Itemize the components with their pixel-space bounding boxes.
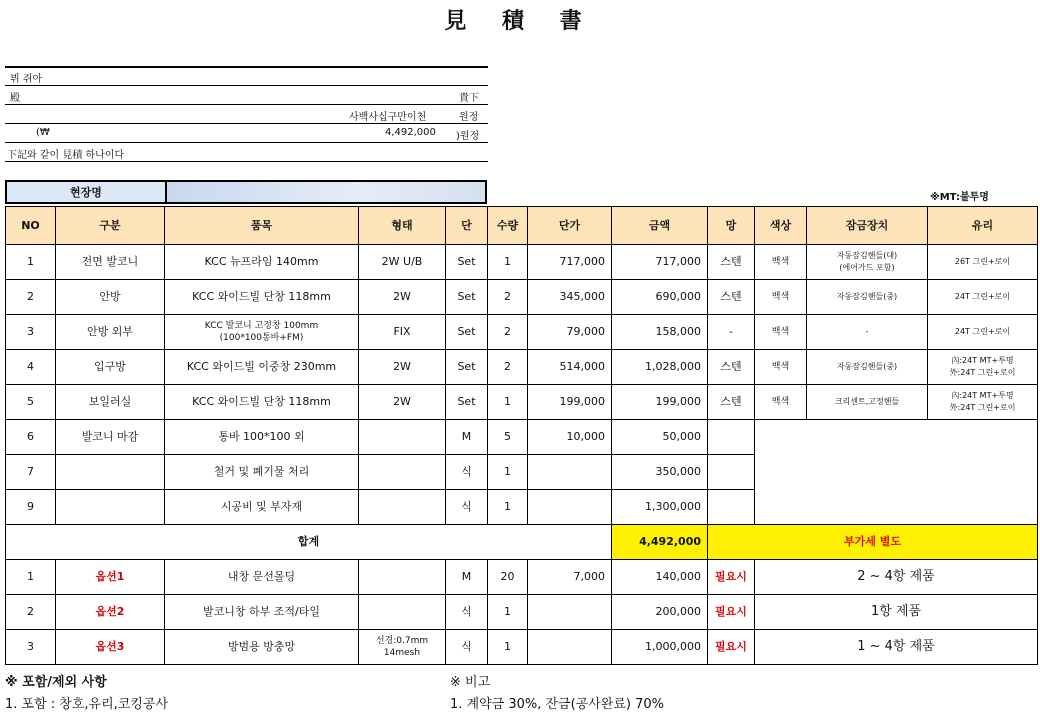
- cell-no: 1: [6, 560, 56, 595]
- amount-suffix: )원정: [456, 131, 480, 142]
- recipient-honorific: 貴下: [459, 93, 479, 104]
- cell-unit: Set: [446, 385, 488, 420]
- cell-no: 1: [6, 245, 56, 280]
- cell-lock: 크리센트,고정핸들: [807, 385, 928, 420]
- table-row: [6, 385, 1038, 420]
- cell-no: 9: [6, 490, 56, 525]
- cell-amount: 690,000: [612, 280, 708, 315]
- cell-qty: 1: [488, 490, 528, 525]
- cell-blank: [755, 420, 1038, 455]
- col-header-color: 색상: [755, 207, 807, 245]
- cell-glass: 26T 그린+로이: [928, 245, 1038, 280]
- cell-qty: 1: [488, 245, 528, 280]
- cell-qty: 1: [488, 455, 528, 490]
- cell-category: 입구방: [56, 350, 165, 385]
- cell-form: [359, 420, 446, 455]
- cell-form: 2W U/B: [359, 245, 446, 280]
- cell-form: 2W: [359, 385, 446, 420]
- cell-item: 철거 및 폐기물 처리: [165, 455, 359, 490]
- cell-amount: 717,000: [612, 245, 708, 280]
- cell-mesh: [708, 490, 755, 525]
- table-header-row: [6, 207, 1038, 245]
- cell-color: 백색: [755, 245, 807, 280]
- cell-unit: M: [446, 560, 488, 595]
- cell-lock: -: [807, 315, 928, 350]
- cell-item: KCC 발코니 고정창 100mm (100*100통바+FM): [165, 315, 359, 350]
- cell-category: 안방: [56, 280, 165, 315]
- cell-amount: 140,000: [612, 560, 708, 595]
- cell-category: [56, 455, 165, 490]
- cell-no: 7: [6, 455, 56, 490]
- cell-qty: 1: [488, 630, 528, 665]
- cell-option-note: 1 ~ 4항 제품: [755, 630, 1038, 665]
- cell-unit: 식: [446, 455, 488, 490]
- cell-amount: 199,000: [612, 385, 708, 420]
- cell-item: 시공비 및 부자재: [165, 490, 359, 525]
- cell-form: 2W: [359, 280, 446, 315]
- total-amount: 4,492,000: [612, 525, 708, 560]
- cell-unit: 식: [446, 630, 488, 665]
- cell-mesh: 스텐: [708, 385, 755, 420]
- cell-item: KCC 와이드빌 단창 118mm: [165, 385, 359, 420]
- col-header-category: 구분: [56, 207, 165, 245]
- cell-unit-price: [528, 455, 612, 490]
- col-header-unit: 단: [446, 207, 488, 245]
- cell-unit: 식: [446, 490, 488, 525]
- remarks-line: 1. 계약금 30%, 잔금(공사완료) 70%: [450, 697, 665, 712]
- cell-unit-price: 10,000: [528, 420, 612, 455]
- cell-amount: 200,000: [612, 595, 708, 630]
- inclusions-line: 1. 포함 : 창호,유리,코킹공사: [5, 697, 169, 712]
- cell-unit: Set: [446, 245, 488, 280]
- cell-amount: 1,000,000: [612, 630, 708, 665]
- table-row: [6, 280, 1038, 315]
- cell-unit-price: [528, 490, 612, 525]
- cell-unit-price: 79,000: [528, 315, 612, 350]
- cell-lock: 자동잠김핸들(중): [807, 350, 928, 385]
- vat-note: 부가세 별도: [708, 525, 1038, 560]
- site-name-label: 현장명: [7, 182, 167, 202]
- cell-category: 보일러실: [56, 385, 165, 420]
- cell-item: 발코니창 하부 조적/타일: [165, 595, 359, 630]
- recipient-honorific-left: 殿: [10, 93, 20, 104]
- option-row: [6, 595, 1038, 630]
- cell-unit: 식: [446, 595, 488, 630]
- site-name-box: [5, 180, 487, 204]
- cell-glass: 內:24T MT+투명 外:24T 그린+로이: [928, 350, 1038, 385]
- estimate-table: [5, 206, 1038, 665]
- cell-form: 선경:0.7mm 14mesh: [359, 630, 446, 665]
- cell-item: KCC 와이드빌 단창 118mm: [165, 280, 359, 315]
- cell-no: 6: [6, 420, 56, 455]
- cell-required: 필요시: [708, 560, 755, 595]
- cell-item: 내창 문선몰딩: [165, 560, 359, 595]
- cell-mesh: [708, 455, 755, 490]
- cell-no: 3: [6, 630, 56, 665]
- remarks-title: ※ 비고: [450, 675, 491, 690]
- col-header-no: NO: [6, 207, 56, 245]
- col-header-glass: 유리: [928, 207, 1038, 245]
- cell-category: 안방 외부: [56, 315, 165, 350]
- header-rule: [5, 66, 488, 68]
- header-rule: [5, 123, 488, 124]
- recipient-name: 뷔 쥐아: [10, 74, 43, 85]
- cell-unit-price: 7,000: [528, 560, 612, 595]
- cell-glass: 24T 그린+로이: [928, 315, 1038, 350]
- cell-item: KCC 뉴프라임 140mm: [165, 245, 359, 280]
- table-row: [6, 490, 1038, 525]
- cell-option-name: 옵션1: [56, 560, 165, 595]
- document-title: 見 積 書: [444, 8, 596, 34]
- cell-qty: 5: [488, 420, 528, 455]
- cell-option-name: 옵션2: [56, 595, 165, 630]
- cell-color: 백색: [755, 315, 807, 350]
- cell-no: 5: [6, 385, 56, 420]
- cell-blank: [755, 490, 1038, 525]
- cell-option-note: 1항 제품: [755, 595, 1038, 630]
- col-header-mesh: 망: [708, 207, 755, 245]
- cell-item: 방범용 방충망: [165, 630, 359, 665]
- header-rule: [5, 85, 488, 86]
- cell-glass: 24T 그린+로이: [928, 280, 1038, 315]
- header-rule: [5, 104, 488, 105]
- amount-words-unit: 원정: [459, 112, 479, 123]
- site-name-value: [167, 182, 485, 202]
- cell-qty: 2: [488, 315, 528, 350]
- cell-qty: 2: [488, 280, 528, 315]
- cell-glass: 內:24T MT+투명 外:24T 그린+로이: [928, 385, 1038, 420]
- option-row: [6, 630, 1038, 665]
- cell-amount: 158,000: [612, 315, 708, 350]
- cell-option-note: 2 ~ 4항 제품: [755, 560, 1038, 595]
- estimate-statement: 下記와 같이 見積 하나이다: [7, 150, 125, 161]
- cell-category: [56, 490, 165, 525]
- cell-form: [359, 490, 446, 525]
- amount-prefix: (₩: [36, 127, 50, 138]
- total-label: 합계: [6, 525, 612, 560]
- cell-qty: 1: [488, 595, 528, 630]
- cell-form: [359, 560, 446, 595]
- cell-qty: 2: [488, 350, 528, 385]
- cell-no: 2: [6, 595, 56, 630]
- cell-required: 필요시: [708, 630, 755, 665]
- col-header-amount: 금액: [612, 207, 708, 245]
- cell-unit: Set: [446, 315, 488, 350]
- cell-no: 2: [6, 280, 56, 315]
- table-row: [6, 315, 1038, 350]
- cell-color: 백색: [755, 385, 807, 420]
- cell-mesh: -: [708, 315, 755, 350]
- cell-unit: Set: [446, 350, 488, 385]
- cell-blank: [755, 455, 1038, 490]
- cell-amount: 50,000: [612, 420, 708, 455]
- cell-color: 백색: [755, 280, 807, 315]
- cell-unit-price: [528, 630, 612, 665]
- cell-form: 2W: [359, 350, 446, 385]
- cell-unit: Set: [446, 280, 488, 315]
- cell-qty: 1: [488, 385, 528, 420]
- cell-amount: 1,028,000: [612, 350, 708, 385]
- col-header-qty: 수량: [488, 207, 528, 245]
- option-row: [6, 560, 1038, 595]
- cell-option-name: 옵션3: [56, 630, 165, 665]
- cell-amount: 350,000: [612, 455, 708, 490]
- cell-mesh: 스텐: [708, 280, 755, 315]
- cell-form: FIX: [359, 315, 446, 350]
- col-header-unit-price: 단가: [528, 207, 612, 245]
- table-row: [6, 350, 1038, 385]
- header-rule: [5, 142, 488, 143]
- cell-unit-price: 345,000: [528, 280, 612, 315]
- mt-note: ※MT:불투명: [930, 192, 989, 203]
- cell-category: 발코니 마감: [56, 420, 165, 455]
- cell-category: 전면 발코니: [56, 245, 165, 280]
- cell-unit-price: 717,000: [528, 245, 612, 280]
- inclusions-title: ※ 포함/제외 사항: [5, 675, 107, 690]
- col-header-form: 형태: [359, 207, 446, 245]
- amount-number: 4,492,000: [385, 127, 436, 138]
- cell-required: 필요시: [708, 595, 755, 630]
- amount-in-words: 사백사십구만이천: [349, 112, 427, 123]
- cell-lock: 자동잠김핸들(중): [807, 280, 928, 315]
- cell-item: KCC 와이드빌 이중창 230mm: [165, 350, 359, 385]
- col-header-lock: 잠금장치: [807, 207, 928, 245]
- table-row: [6, 245, 1038, 280]
- cell-mesh: [708, 420, 755, 455]
- cell-mesh: 스텐: [708, 350, 755, 385]
- cell-color: 백색: [755, 350, 807, 385]
- header-rule: [5, 161, 488, 162]
- table-row: [6, 455, 1038, 490]
- cell-amount: 1,300,000: [612, 490, 708, 525]
- cell-unit-price: [528, 595, 612, 630]
- cell-unit-price: 199,000: [528, 385, 612, 420]
- cell-unit-price: 514,000: [528, 350, 612, 385]
- cell-lock: 자동잠김핸들(대) (에어가드 포함): [807, 245, 928, 280]
- cell-qty: 20: [488, 560, 528, 595]
- table-row: [6, 420, 1038, 455]
- cell-no: 3: [6, 315, 56, 350]
- cell-unit: M: [446, 420, 488, 455]
- col-header-item: 품목: [165, 207, 359, 245]
- cell-no: 4: [6, 350, 56, 385]
- cell-form: [359, 595, 446, 630]
- cell-mesh: 스텐: [708, 245, 755, 280]
- cell-item: 통바 100*100 외: [165, 420, 359, 455]
- cell-form: [359, 455, 446, 490]
- total-row: [6, 525, 1038, 560]
